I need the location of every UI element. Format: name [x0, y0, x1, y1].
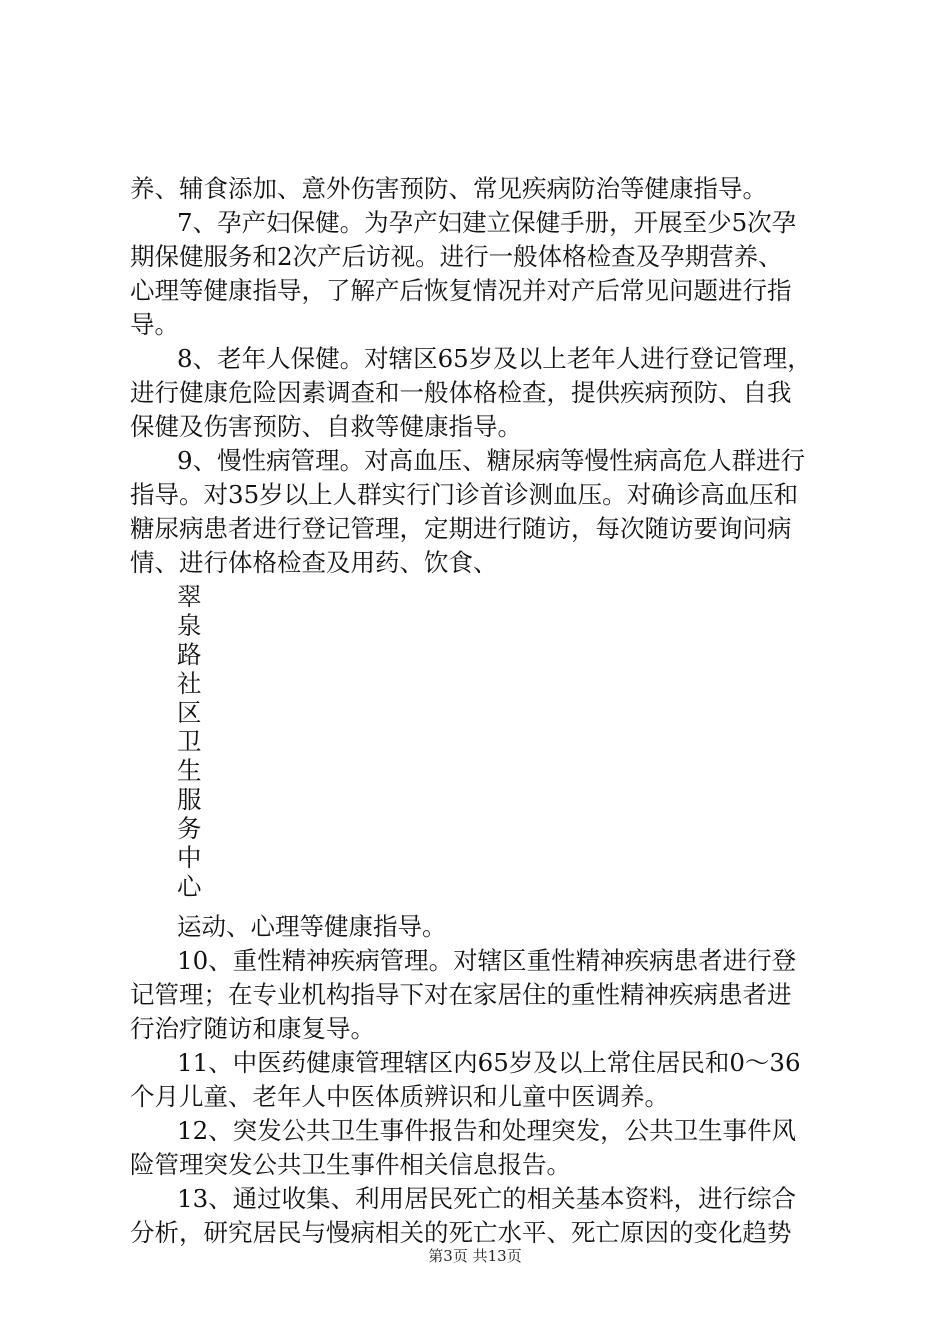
vertical-org-name [130, 582, 842, 901]
paragraph-13-line: 13、通过收集、利用居民死亡的相关基本资料，进行综合 [177, 1184, 797, 1213]
text-line: 个月儿童、老年人中医体质辨识和儿童中医调养。 [130, 1082, 669, 1111]
text-line: 导。 [130, 310, 179, 339]
page-number-footer: 第3页 共13页 [428, 1247, 522, 1265]
vertical-char: 社 [177, 669, 202, 698]
vertical-char: 服 [177, 785, 202, 814]
vertical-char: 卫 [177, 727, 202, 756]
paragraph-12-line: 12、突发公共卫生事件报告和处理突发，公共卫生事件风 [177, 1116, 797, 1145]
paragraph-11-line: 11、中医药健康管理辖区内65岁及以上常住居民和0～36 [177, 1048, 801, 1077]
paragraph-9-line: 9、慢性病管理。对高血压、糖尿病等慢性病高危人群进行 [177, 446, 806, 475]
text-line: 险管理突发公共卫生事件相关信息报告。 [130, 1150, 571, 1179]
text-line: 糖尿病患者进行登记管理，定期进行随访，每次随访要询问病 [130, 514, 792, 543]
text-line: 进行健康危险因素调查和一般体格检查，提供疾病预防、自我 [130, 378, 792, 407]
vertical-char: 翠 [177, 582, 202, 611]
text-line: 指导。对35岁以上人群实行门诊首诊测血压。对确诊高血压和 [130, 480, 799, 509]
vertical-char: 区 [177, 698, 202, 727]
paragraph-7-line: 7、孕产妇保健。为孕产妇建立保健手册，开展至少5次孕 [177, 208, 797, 237]
text-line: 保健及伤害预防、自救等健康指导。 [130, 412, 522, 441]
text-line: 记管理；在专业机构指导下对在家居住的重性精神疾病患者进 [130, 980, 792, 1009]
vertical-char: 泉 [177, 611, 202, 640]
text-line: 心理等健康指导，了解产后恢复情况并对产后常见问题进行指 [130, 276, 792, 305]
paragraph-10-line: 10、重性精神疾病管理。对辖区重性精神疾病患者进行登 [177, 946, 797, 975]
text-line: 行治疗随访和康复导。 [130, 1014, 375, 1043]
vertical-char: 心 [177, 872, 202, 901]
vertical-char: 路 [177, 640, 202, 669]
paragraph-8-line: 8、老年人保健。对辖区65岁及以上老年人进行登记管理， [177, 344, 812, 373]
vertical-char: 中 [177, 843, 202, 872]
text-line: 养、辅食添加、意外伤害预防、常见疾病防治等健康指导。 [130, 174, 767, 203]
vertical-char: 生 [177, 756, 202, 785]
text-line: 分析，研究居民与慢病相关的死亡水平、死亡原因的变化趋势 [130, 1218, 792, 1247]
vertical-char: 务 [177, 814, 202, 843]
document-body [130, 172, 842, 1250]
text-line: 期保健服务和2次产后访视。进行一般体格检查及孕期营养、 [130, 242, 783, 271]
text-line: 运动、心理等健康指导。 [177, 912, 447, 941]
text-line: 情、进行体格检查及用药、饮食、 [130, 548, 498, 577]
